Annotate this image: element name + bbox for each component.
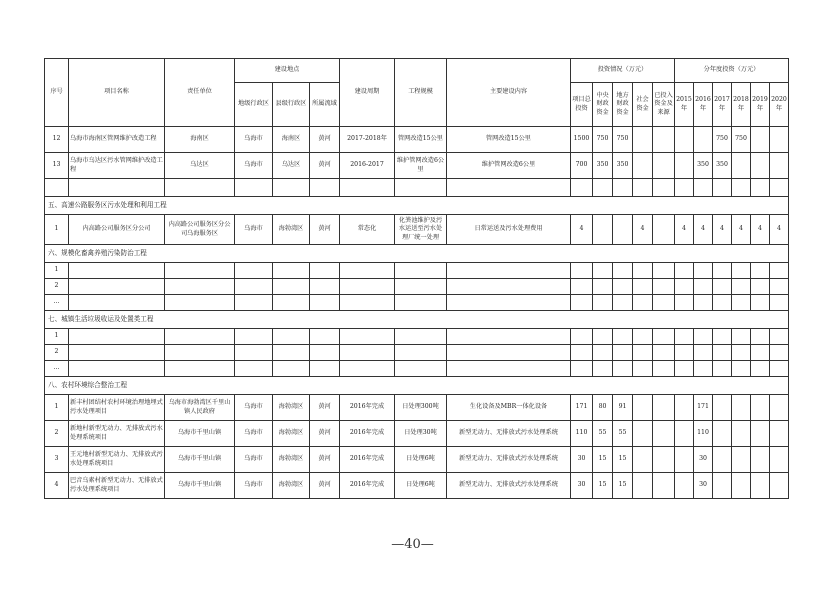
section-title: 八、农村环境综合整治工程 [45, 377, 789, 395]
table-body [45, 127, 789, 499]
cell-city: 乌海市 [235, 473, 273, 499]
cell-seq: … [45, 295, 69, 311]
cell-y2016: 30 [694, 447, 713, 473]
cell-seq: 1 [45, 263, 69, 279]
cell-y2016: 4 [694, 215, 713, 245]
cell-social [633, 473, 653, 499]
cell-period: 2016年完成 [340, 447, 395, 473]
cell-seq: 1 [45, 395, 69, 421]
header-basin: 所属流域 [310, 83, 340, 127]
cell-total: 110 [571, 421, 593, 447]
cell-project-name: 新地村新型无动力、无排放式污水处理系统项目 [69, 421, 165, 447]
cell-y2015 [675, 127, 694, 153]
cell-invested [653, 395, 675, 421]
cell-local: 91 [613, 395, 633, 421]
header-year: 2017年 [713, 83, 732, 127]
cell-y2015 [675, 153, 694, 179]
cell-local: 15 [613, 447, 633, 473]
cell-central: 350 [593, 153, 613, 179]
cell-y2017 [713, 447, 732, 473]
cell-social [633, 395, 653, 421]
header-investment-group: 投资情况（万元） [571, 59, 675, 83]
cell-social: 4 [633, 215, 653, 245]
section-row [45, 197, 789, 215]
table-row [45, 215, 789, 245]
cell-y2018 [732, 421, 751, 447]
cell-county: 海南区 [273, 127, 310, 153]
cell-y2018 [732, 447, 751, 473]
table-row [45, 127, 789, 153]
cell-y2020 [770, 473, 789, 499]
cell-y2019 [751, 473, 770, 499]
table-header [45, 59, 789, 127]
header-annual-group: 分年度投资（万元） [675, 59, 789, 83]
cell-central: 750 [593, 127, 613, 153]
placeholder-row [45, 263, 789, 279]
cell-content: 维护管网改造6公里 [447, 153, 571, 179]
cell-seq: 1 [45, 329, 69, 345]
header-central-funds: 中央财政资金 [593, 83, 613, 127]
cell-seq: 1 [45, 215, 69, 245]
cell-y2018 [732, 395, 751, 421]
cell-scale: 化粪池维护及污水运送至污水处理厂统一处理 [395, 215, 447, 245]
placeholder-row [45, 345, 789, 361]
table-row [45, 395, 789, 421]
cell-county: 海勃湾区 [273, 395, 310, 421]
cell-seq: 12 [45, 127, 69, 153]
cell-seq: 3 [45, 447, 69, 473]
cell-invested [653, 215, 675, 245]
cell-y2015: 4 [675, 215, 694, 245]
cell-unit: 内高路公司服务区分公司乌海服务区 [165, 215, 235, 245]
cell-basin: 黄河 [310, 127, 340, 153]
blank-row [45, 179, 789, 197]
cell-social [633, 421, 653, 447]
cell-social [633, 447, 653, 473]
cell-scale: 日处理6吨 [395, 473, 447, 499]
header-responsible-unit: 责任单位 [165, 59, 235, 127]
cell-y2015 [675, 447, 694, 473]
cell-project-name: 巴音乌素村新型无动力、无排放式污水处理系统项目 [69, 473, 165, 499]
cell-invested [653, 447, 675, 473]
cell-seq: 2 [45, 345, 69, 361]
table-row [45, 153, 789, 179]
cell-basin: 黄河 [310, 153, 340, 179]
cell-invested [653, 153, 675, 179]
document-page [44, 58, 788, 499]
page-number: —40— [391, 537, 434, 552]
cell-period: 2016-2017 [340, 153, 395, 179]
cell-city: 乌海市 [235, 127, 273, 153]
cell-local: 350 [613, 153, 633, 179]
cell-local: 750 [613, 127, 633, 153]
cell-city: 乌海市 [235, 153, 273, 179]
table-row [45, 447, 789, 473]
header-local-funds: 地方财政资金 [613, 83, 633, 127]
cell-unit: 乌海市千里山镇 [165, 421, 235, 447]
cell-central: 15 [593, 473, 613, 499]
cell-seq: 13 [45, 153, 69, 179]
cell-content: 生化设备及MBR一体化设备 [447, 395, 571, 421]
header-project-name: 项目名称 [69, 59, 165, 127]
header-invested: 已投入资金及来源 [653, 83, 675, 127]
cell-city: 乌海市 [235, 421, 273, 447]
cell-scale: 维护管网改造6公里 [395, 153, 447, 179]
cell-y2018 [732, 153, 751, 179]
cell-y2019 [751, 153, 770, 179]
section-title: 五、高速公路服务区污水处理和利用工程 [45, 197, 789, 215]
cell-city: 乌海市 [235, 447, 273, 473]
cell-project-name: 新丰村团结村农村环境治理地埋式污水处理项目 [69, 395, 165, 421]
cell-y2018 [732, 473, 751, 499]
section-row [45, 311, 789, 329]
cell-seq: 2 [45, 421, 69, 447]
cell-content: 新型无动力、无排放式污水处理系统 [447, 473, 571, 499]
cell-period: 2016年完成 [340, 473, 395, 499]
header-county: 县级行政区 [273, 83, 310, 127]
header-social-funds: 社会资金 [633, 83, 653, 127]
cell-y2016: 110 [694, 421, 713, 447]
cell-unit: 乌海市海勃湾区千里山镇人民政府 [165, 395, 235, 421]
cell-y2016: 171 [694, 395, 713, 421]
cell-project-name: 王元地村新型无动力、无排放式污水处理系统项目 [69, 447, 165, 473]
cell-social [633, 153, 653, 179]
cell-scale: 日处理30吨 [395, 421, 447, 447]
section-title: 六、规模化畜禽养殖污染防治工程 [45, 245, 789, 263]
header-year: 2015年 [675, 83, 694, 127]
cell-y2020 [770, 421, 789, 447]
cell-total: 700 [571, 153, 593, 179]
cell-county: 海勃湾区 [273, 421, 310, 447]
cell-project-name: 乌海市乌达区污水管网维护改造工程 [69, 153, 165, 179]
cell-y2015 [675, 395, 694, 421]
cell-local: 15 [613, 473, 633, 499]
cell-y2019 [751, 421, 770, 447]
cell-seq: 2 [45, 279, 69, 295]
cell-central: 55 [593, 421, 613, 447]
cell-city: 乌海市 [235, 395, 273, 421]
cell-y2015 [675, 421, 694, 447]
header-period: 建设周期 [340, 59, 395, 127]
header-year: 2020年 [770, 83, 789, 127]
cell-central [593, 215, 613, 245]
cell-period: 2017-2018年 [340, 127, 395, 153]
cell-y2018: 750 [732, 127, 751, 153]
cell-scale: 日处理300吨 [395, 395, 447, 421]
header-location-group: 建设地点 [235, 59, 340, 83]
cell-total: 4 [571, 215, 593, 245]
section-row [45, 377, 789, 395]
cell-scale: 管网改造15公里 [395, 127, 447, 153]
cell-invested [653, 421, 675, 447]
cell-central: 80 [593, 395, 613, 421]
cell-basin: 黄河 [310, 215, 340, 245]
cell-y2019: 4 [751, 215, 770, 245]
cell-seq: … [45, 361, 69, 377]
cell-scale: 日处理6吨 [395, 447, 447, 473]
cell-y2020: 4 [770, 215, 789, 245]
table-row [45, 473, 789, 499]
cell-content: 新型无动力、无排放式污水处理系统 [447, 447, 571, 473]
cell-total: 30 [571, 447, 593, 473]
cell-seq: 4 [45, 473, 69, 499]
cell-y2017 [713, 473, 732, 499]
cell-local [613, 215, 633, 245]
cell-unit: 乌海市千里山镇 [165, 447, 235, 473]
placeholder-row [45, 279, 789, 295]
cell-y2019 [751, 395, 770, 421]
cell-content: 管网改造15公里 [447, 127, 571, 153]
table-row [45, 421, 789, 447]
header-scale: 工程规模 [395, 59, 447, 127]
header-seq: 序号 [45, 59, 69, 127]
cell-content: 新型无动力、无排放式污水处理系统 [447, 421, 571, 447]
cell-unit: 海南区 [165, 127, 235, 153]
cell-basin: 黄河 [310, 473, 340, 499]
header-year: 2019年 [751, 83, 770, 127]
cell-y2015 [675, 473, 694, 499]
cell-social [633, 127, 653, 153]
cell-total: 171 [571, 395, 593, 421]
cell-y2016: 350 [694, 153, 713, 179]
cell-y2017 [713, 421, 732, 447]
cell-county: 海勃湾区 [273, 215, 310, 245]
cell-county: 海勃湾区 [273, 447, 310, 473]
header-content: 主要建设内容 [447, 59, 571, 127]
cell-content: 日常运送及污水处理费用 [447, 215, 571, 245]
cell-y2016: 30 [694, 473, 713, 499]
cell-basin: 黄河 [310, 421, 340, 447]
cell-county: 海勃湾区 [273, 473, 310, 499]
header-year: 2018年 [732, 83, 751, 127]
placeholder-row [45, 295, 789, 311]
cell-y2017: 4 [713, 215, 732, 245]
cell-basin: 黄河 [310, 447, 340, 473]
cell-y2017: 350 [713, 153, 732, 179]
placeholder-row [45, 361, 789, 377]
cell-project-name: 内高路公司服务区分公司 [69, 215, 165, 245]
cell-period: 2016年完成 [340, 421, 395, 447]
cell-invested [653, 473, 675, 499]
cell-period: 2016年完成 [340, 395, 395, 421]
cell-y2016 [694, 127, 713, 153]
cell-basin: 黄河 [310, 395, 340, 421]
cell-unit: 乌达区 [165, 153, 235, 179]
header-total-investment: 项目总投资 [571, 83, 593, 127]
cell-period: 常态化 [340, 215, 395, 245]
cell-local: 55 [613, 421, 633, 447]
cell-invested [653, 127, 675, 153]
cell-project-name: 乌海市海南区管网维护改造工程 [69, 127, 165, 153]
cell-y2017: 750 [713, 127, 732, 153]
cell-unit: 乌海市千里山镇 [165, 473, 235, 499]
cell-y2020 [770, 127, 789, 153]
section-row [45, 245, 789, 263]
cell-county: 乌达区 [273, 153, 310, 179]
cell-city: 乌海市 [235, 215, 273, 245]
cell-total: 30 [571, 473, 593, 499]
header-city: 地级行政区 [235, 83, 273, 127]
cell-y2020 [770, 153, 789, 179]
cell-y2020 [770, 395, 789, 421]
placeholder-row [45, 329, 789, 345]
cell-y2019 [751, 447, 770, 473]
cell-y2019 [751, 127, 770, 153]
cell-total: 1500 [571, 127, 593, 153]
cell-y2018: 4 [732, 215, 751, 245]
section-title: 七、城镇生活垃圾收运及处置类工程 [45, 311, 789, 329]
cell-central: 15 [593, 447, 613, 473]
cell-y2020 [770, 447, 789, 473]
cell-y2017 [713, 395, 732, 421]
project-table [44, 58, 789, 499]
header-year: 2016年 [694, 83, 713, 127]
